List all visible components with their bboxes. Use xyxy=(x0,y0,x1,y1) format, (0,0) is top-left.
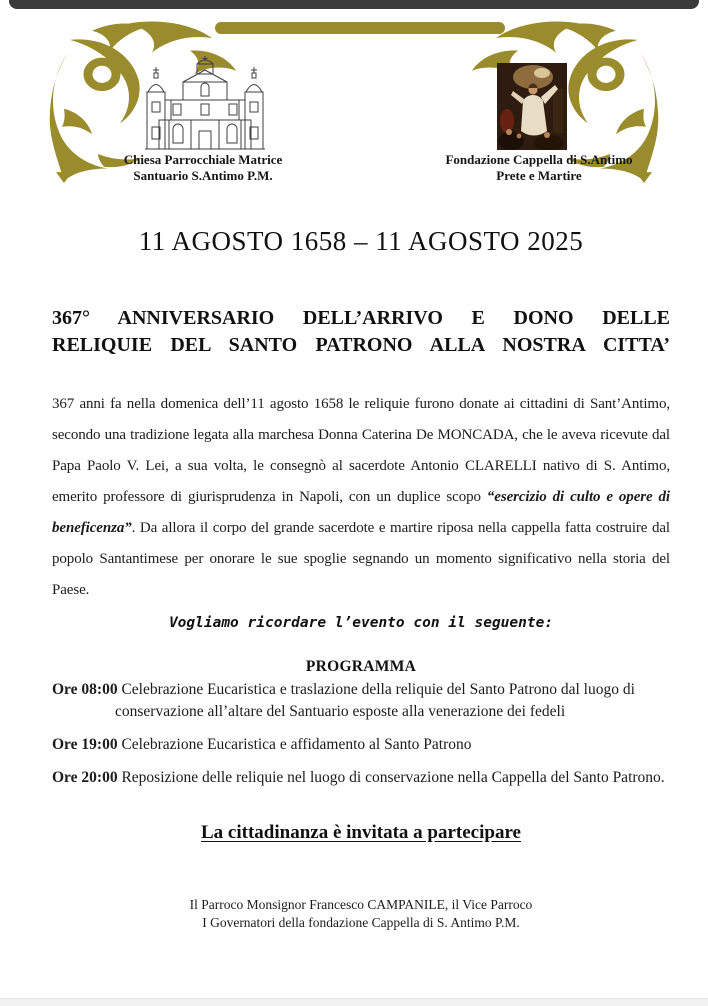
left-logo-caption-line1: Chiesa Parrocchiale Matrice xyxy=(123,152,283,167)
right-logo-caption-line2: Prete e Martire xyxy=(496,167,582,183)
history-paragraph xyxy=(52,389,670,606)
right-logo-caption-line1: Fondazione Cappella di S.Antimo xyxy=(445,152,633,167)
page-bottom-edge xyxy=(0,998,708,1006)
invitation-line: La cittadinanza è invitata a partecipare xyxy=(201,822,521,843)
programma-item-time: Ore 19:00 xyxy=(52,736,118,753)
anniversary-dates-title: 11 AGOSTO 1658 – 11 AGOSTO 2025 xyxy=(138,226,584,256)
programma-item-text: Reposizione delle reliquie nel luogo di conservazione nella Cappella del Santo Patrono. xyxy=(121,769,665,786)
programma-item-text: Celebrazione Eucaristica e affidamento al Santo Patrono xyxy=(121,736,472,753)
programma-item xyxy=(52,679,670,723)
programma-item-text: Celebrazione Eucaristica e traslazione della reliquie del Santo Patrono dal luogo di conservazione all’altare del Santuario esposte alla venerazione dei fedeli xyxy=(115,681,635,720)
programma-list xyxy=(52,679,670,789)
history-paragraph-quote: “esercizio di culto e opere di beneficenza” xyxy=(52,489,670,536)
signature-line1: Il Parroco Monsignor Francesco CAMPANILE, il Vice Parroco xyxy=(189,897,533,912)
programma-item-time: Ore 08:00 xyxy=(52,681,118,698)
programma-heading: PROGRAMMA xyxy=(305,658,417,675)
remembrance-line: Vogliamo ricordare l’evento con il seguente: xyxy=(168,615,554,631)
history-paragraph-part2: . Da allora il corpo del grande sacerdote e martire riposa nella cappella fatta costruire dal popolo Santantimese per onorare le sue spoglie segnando un momento significativo nella storia del Paese. xyxy=(52,520,670,598)
signature-line2: I Governatori della fondazione Cappella di S. Antimo P.M. xyxy=(202,914,520,930)
anniversary-heading-line1: 367° ANNIVERSARIO DELL’ARRIVO E DONO DELLE xyxy=(52,307,670,329)
programma-item xyxy=(52,734,670,756)
programma-item xyxy=(52,767,670,789)
anniversary-heading xyxy=(52,305,670,359)
left-logo-caption-line2: Santuario S.Antimo P.M. xyxy=(133,167,273,183)
signature-block xyxy=(52,896,670,931)
history-paragraph-part1: 367 anni fa nella domenica dell’11 agosto 1658 le reliquie furono donate ai cittadini di Sant’Antimo, secondo una tradizione legata alla marchesa Donna Caterina De MONCADA, che le aveva ricevute dal Papa Paolo V. Lei, a sua volta, le consegnò al sacerdote Antonio CLARELLI nativo di S. Antimo, emerito professore di giurisprudenza in Napoli, con un duplice scopo xyxy=(52,396,670,505)
anniversary-heading-line2: RELIQUIE DEL SANTO PATRONO ALLA NOSTRA CITTA’ xyxy=(52,334,670,356)
programma-item-time: Ore 20:00 xyxy=(52,769,118,786)
